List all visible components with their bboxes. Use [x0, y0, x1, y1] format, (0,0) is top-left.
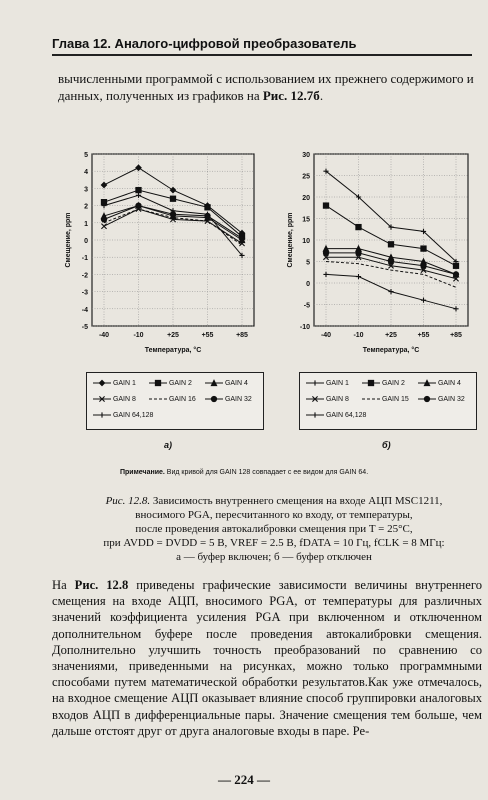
- y-tick-label: 25: [302, 173, 310, 181]
- data-point: [421, 263, 426, 268]
- x-tick-label: -40: [320, 332, 332, 339]
- body-paragraph: [52, 577, 482, 739]
- data-point: [421, 298, 426, 303]
- y-tick-label: -5: [303, 302, 310, 310]
- data-point: [453, 272, 458, 277]
- y-tick-label: 5: [84, 152, 88, 159]
- x-tick-label: +85: [236, 332, 248, 339]
- data-point: [136, 193, 141, 198]
- legend-swatch: [418, 395, 436, 403]
- data-point: [239, 236, 244, 241]
- data-point: [136, 188, 141, 193]
- y-tick-label: 20: [302, 195, 310, 202]
- intro-paragraph: [58, 70, 478, 104]
- legend-swatch: [149, 379, 167, 387]
- legend-marker: [312, 412, 317, 417]
- legend-marker: [424, 380, 429, 385]
- data-point: [388, 289, 393, 294]
- y-tick-label: -3: [81, 289, 88, 297]
- legend-marker: [211, 396, 216, 401]
- legend-marker: [155, 380, 160, 385]
- legend-b: [299, 372, 477, 430]
- legend-item: [418, 379, 461, 387]
- legend-item: [205, 395, 252, 403]
- body-figure-reference: Рис. 12.8: [74, 578, 129, 592]
- x-tick-label: +85: [450, 332, 462, 339]
- data-point: [453, 306, 458, 311]
- data-point: [136, 203, 141, 208]
- data-point: [388, 259, 393, 264]
- legend-swatch: [93, 379, 111, 387]
- chart-a: [56, 146, 264, 366]
- figure-caption: [80, 494, 468, 564]
- panel-label-b: б): [382, 440, 391, 450]
- legend-label: GAIN 4: [436, 379, 461, 387]
- data-point: [101, 217, 106, 222]
- legend-swatch: [306, 395, 324, 403]
- x-axis-label: Температура, °C: [144, 347, 202, 354]
- legend-label: GAIN 2: [167, 379, 192, 387]
- data-point: [356, 274, 361, 279]
- legend-label: GAIN 1: [324, 379, 349, 387]
- legend-marker: [312, 380, 317, 385]
- caption-text-1: Зависимость внутреннего смещения на входе АЦП MSC1211,: [150, 495, 443, 507]
- x-tick-label: -10: [133, 332, 144, 339]
- y-tick-label: 3: [84, 186, 88, 194]
- legend-swatch: [362, 379, 380, 387]
- body-text-start: На: [52, 578, 75, 592]
- y-tick-label: -2: [81, 272, 88, 280]
- caption-title: Рис. 12.8.: [105, 495, 151, 507]
- y-tick-label: 2: [84, 203, 88, 211]
- figure-reference: Рис. 12.7б: [262, 88, 320, 103]
- legend-label: GAIN 15: [380, 395, 409, 403]
- y-axis-label: Смещение, ppm: [287, 212, 294, 268]
- legend-marker: [424, 396, 429, 401]
- x-tick-label: -40: [98, 332, 110, 339]
- intro-line-1: вычисленными программой с использованием их прежнего содержимого и: [58, 71, 474, 86]
- y-tick-label: 1: [84, 220, 88, 228]
- legend-label: GAIN 4: [223, 379, 248, 387]
- data-point: [101, 182, 106, 187]
- legend-item: [418, 395, 465, 403]
- legend-swatch: [205, 379, 223, 387]
- data-point: [453, 263, 458, 268]
- legend-swatch: [93, 411, 111, 419]
- legend-swatch: [362, 395, 380, 403]
- legend-label: GAIN 8: [111, 395, 136, 403]
- chart-b: [278, 146, 478, 366]
- data-point: [323, 250, 328, 255]
- legend-label: GAIN 32: [223, 395, 252, 403]
- chapter-header: Глава 12. Аналого-цифровой преобразователь: [52, 36, 472, 56]
- legend-item: [93, 411, 153, 419]
- x-tick-label: +55: [417, 332, 430, 339]
- y-tick-label: 5: [306, 259, 310, 267]
- data-point: [205, 205, 210, 210]
- legend-swatch: [149, 395, 167, 403]
- y-tick-label: 15: [302, 216, 310, 224]
- y-tick-label: 4: [84, 169, 88, 177]
- caption-line-1: [80, 494, 468, 508]
- legend-label: GAIN 64,128: [111, 411, 154, 419]
- figure-note: [120, 469, 460, 476]
- legend-label: GAIN 2: [380, 379, 405, 387]
- y-tick-label: 0: [306, 281, 310, 288]
- legend-item: [306, 411, 366, 419]
- legend-label: GAIN 64,128: [324, 411, 367, 419]
- data-point: [170, 196, 175, 201]
- legend-marker: [368, 380, 373, 385]
- legend-item: [149, 379, 192, 387]
- legend-label: GAIN 16: [167, 395, 196, 403]
- legend-label: GAIN 8: [324, 395, 349, 403]
- y-tick-label: 0: [84, 238, 88, 245]
- legend-item: [149, 395, 196, 403]
- y-tick-label: 10: [302, 238, 310, 245]
- legend-marker: [211, 380, 216, 385]
- legend-item: [306, 379, 349, 387]
- legend-swatch: [205, 395, 223, 403]
- x-axis-label: Температура, °C: [362, 347, 420, 354]
- note-prefix: Примечание.: [120, 469, 165, 476]
- legend-swatch: [306, 379, 324, 387]
- y-axis-label: Смещение, ppm: [65, 212, 72, 268]
- legend-marker: [99, 380, 104, 385]
- body-text-rest: приведены графические зависимости величины внутреннего смещения на входе АЦП, вносимого PGA, от температуры для различных значений коэффициента усиления PGA при включенном и отключенном дополнительном буфере после проведения автокалибровки смещения. Дополнительно улучшить точность преобразований по сравнению со значениями, приведенными на рисунках, можно только программными способами путем математической обработки результатов.Как уже отмечалось, на входное смещение АЦП оказывает влияние способ группировки аналоговых входов АЦП в дифференциальные пары. Значение смещения тем больше, чем дальше отстоят друг от друга аналоговые входы в паре. Ре-: [52, 578, 482, 738]
- legend-label: GAIN 1: [111, 379, 136, 387]
- data-point: [356, 250, 361, 255]
- legend-a: [86, 372, 264, 430]
- data-point: [323, 203, 328, 208]
- note-text: Вид кривой для GAIN 128 совпадает с ее видом для GAIN 64.: [164, 469, 369, 476]
- intro-period: .: [319, 88, 324, 103]
- y-tick-label: 30: [302, 152, 310, 159]
- x-tick-label: +25: [385, 332, 397, 339]
- y-tick-label: -5: [81, 324, 88, 331]
- legend-item: [93, 395, 136, 403]
- legend-item: [362, 379, 405, 387]
- panel-label-a: а): [164, 440, 173, 450]
- series-gain-64-128: [323, 272, 458, 312]
- x-tick-label: +55: [201, 332, 214, 339]
- caption-line-5: а — буфер включен; б — буфер отключен: [176, 551, 372, 563]
- legend-item: [205, 379, 248, 387]
- y-tick-label: -10: [299, 324, 310, 331]
- intro-line-2: [58, 87, 478, 104]
- legend-swatch: [93, 395, 111, 403]
- data-point: [356, 225, 361, 230]
- legend-label: GAIN 32: [436, 395, 465, 403]
- y-tick-label: -4: [81, 306, 88, 314]
- legend-marker: [99, 412, 104, 417]
- legend-item: [306, 395, 349, 403]
- y-tick-label: -1: [81, 255, 88, 263]
- intro-text: данных, полученных из графиков на: [58, 88, 263, 103]
- legend-swatch: [306, 411, 324, 419]
- legend-swatch: [418, 379, 436, 387]
- caption-line-4: при AVDD = DVDD = 5 В, VREF = 2.5 В, fDATA = 10 Гц, fCLK = 8 МГц:: [103, 537, 445, 549]
- page-number: — 224 —: [218, 772, 270, 787]
- data-point: [421, 246, 426, 251]
- data-point: [136, 165, 141, 170]
- legend-item: [93, 379, 136, 387]
- caption-line-3: после проведения автокалибровки смещения при T = 25°C,: [135, 523, 413, 535]
- x-tick-label: +25: [167, 332, 179, 339]
- legend-item: [362, 395, 409, 403]
- data-point: [388, 242, 393, 247]
- data-point: [323, 272, 328, 277]
- caption-line-2: вносимого PGA, пересчитанного ко входу, от температуры,: [135, 509, 413, 521]
- x-tick-label: -10: [353, 332, 364, 339]
